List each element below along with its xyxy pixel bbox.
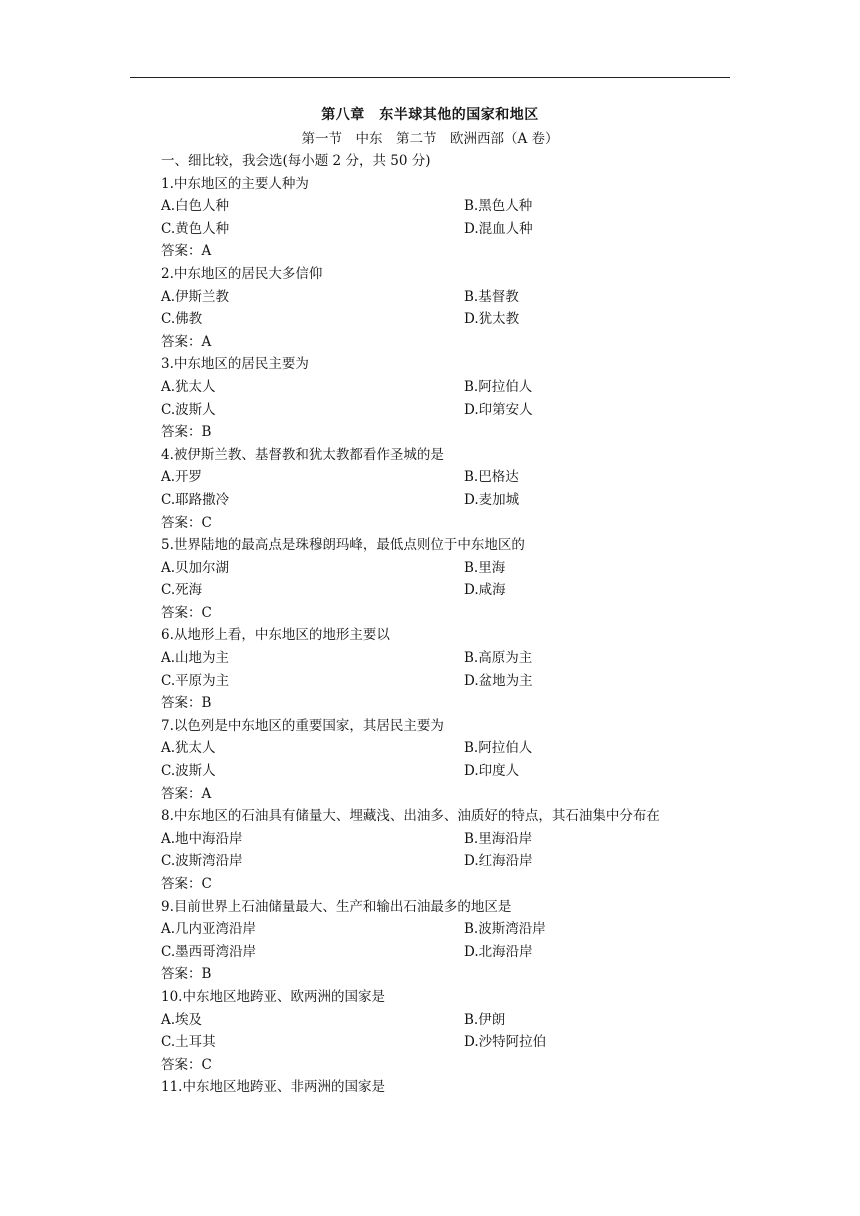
option-row (161, 737, 761, 760)
question-stem: 1.中东地区的主要人种为 (161, 175, 309, 192)
option-b: B.里海 (464, 559, 506, 576)
option-a: A.犹太人 (161, 378, 216, 395)
option-d: D.犹太教 (464, 311, 520, 328)
option-row (161, 399, 761, 422)
option-b: B.伊朗 (464, 1011, 506, 1028)
option-a: A.白色人种 (161, 198, 230, 215)
option-row (161, 489, 761, 512)
option-row (161, 466, 761, 489)
option-d: D.红海沿岸 (464, 853, 533, 870)
option-row (161, 195, 761, 218)
option-b: B.高原为主 (464, 650, 533, 667)
option-b: B.黑色人种 (464, 198, 533, 215)
question-stem: 2.中东地区的居民大多信仰 (161, 265, 323, 282)
option-a: A.埃及 (161, 1011, 203, 1028)
question-stem: 6.从地形上看，中东地区的地形主要以 (161, 627, 390, 644)
answer-line: 答案：B (161, 966, 212, 983)
question-content (161, 150, 761, 1099)
option-row (161, 286, 761, 309)
option-row (161, 557, 761, 580)
option-d: D.沙特阿拉伯 (464, 1034, 547, 1051)
header-rule (130, 77, 730, 78)
question-stem: 3.中东地区的居民主要为 (161, 356, 309, 373)
option-b: B.基督教 (464, 288, 519, 305)
option-a: A.几内亚湾沿岸 (161, 921, 257, 938)
option-row (161, 918, 761, 941)
option-row (161, 579, 761, 602)
option-row (161, 1009, 761, 1032)
option-b: B.巴格达 (464, 469, 519, 486)
option-d: D.盆地为主 (464, 672, 533, 689)
option-row (161, 647, 761, 670)
option-a: A.贝加尔湖 (161, 559, 230, 576)
question-stem: 4.被伊斯兰教、基督教和犹太教都看作圣城的是 (161, 446, 444, 463)
option-row (161, 850, 761, 873)
option-d: D.北海沿岸 (464, 943, 533, 960)
question-stem: 8.中东地区的石油具有储量大、埋藏浅、出油多、油质好的特点，其石油集中分布在 (161, 808, 660, 825)
answer-line: 答案：B (161, 424, 212, 441)
option-a: A.山地为主 (161, 650, 230, 667)
option-c: C.波斯人 (161, 763, 216, 780)
answer-line: 答案：C (161, 876, 212, 892)
answer-line: 答案：B (161, 695, 212, 712)
option-b: B.波斯湾沿岸 (464, 921, 546, 938)
chapter-title: 第八章 东半球其他的国家和地区 (321, 107, 539, 123)
option-d: D.麦加城 (464, 491, 520, 508)
option-b: B.阿拉伯人 (464, 740, 533, 757)
question-stem: 11.中东地区地跨亚、非两洲的国家是 (161, 1079, 385, 1096)
option-c: C.死海 (161, 582, 203, 599)
option-d: D.混血人种 (464, 220, 533, 237)
option-row (161, 1031, 761, 1054)
option-b: B.里海沿岸 (464, 830, 533, 847)
option-c: C.佛教 (161, 311, 203, 328)
option-d: D.印度人 (464, 763, 520, 780)
option-c: C.耶路撒冷 (161, 491, 230, 508)
option-c: C.平原为主 (161, 672, 230, 689)
answer-line: 答案：A (161, 243, 212, 260)
option-b: B.阿拉伯人 (464, 378, 533, 395)
question-stem: 10.中东地区地跨亚、欧两洲的国家是 (161, 988, 385, 1005)
option-row (161, 760, 761, 783)
section-subtitle: 第一节 中东 第二节 欧洲西部（A 卷） (301, 131, 559, 147)
answer-line: 答案：C (161, 604, 212, 621)
option-d: D.咸海 (464, 582, 506, 599)
answer-line: 答案：C (161, 1056, 212, 1073)
option-row (161, 376, 761, 399)
option-row (161, 308, 761, 331)
option-a: A.犹太人 (161, 740, 216, 757)
option-c: C.波斯人 (161, 401, 216, 418)
answer-line: 答案：A (161, 785, 212, 802)
option-a: A.伊斯兰教 (161, 288, 230, 305)
option-c: C.波斯湾沿岸 (161, 853, 243, 870)
option-row (161, 218, 761, 241)
question-stem: 9.目前世界上石油储量最大、生产和输出石油最多的地区是 (161, 898, 512, 915)
option-row (161, 670, 761, 693)
option-c: C.土耳其 (161, 1034, 216, 1051)
option-c: C.墨西哥湾沿岸 (161, 943, 257, 960)
answer-line: 答案：A (161, 333, 212, 350)
option-a: A.开罗 (161, 469, 203, 486)
section-heading: 一、细比较，我会选(每小题 2 分，共 50 分) (161, 153, 431, 169)
answer-line: 答案：C (161, 514, 212, 531)
option-c: C.黄色人种 (161, 220, 230, 237)
option-d: D.印第安人 (464, 401, 533, 418)
option-row (161, 828, 761, 851)
question-stem: 5.世界陆地的最高点是珠穆朗玛峰，最低点则位于中东地区的 (161, 537, 525, 554)
option-row (161, 941, 761, 964)
option-a: A.地中海沿岸 (161, 830, 243, 847)
question-stem: 7.以色列是中东地区的重要国家，其居民主要为 (161, 717, 444, 734)
